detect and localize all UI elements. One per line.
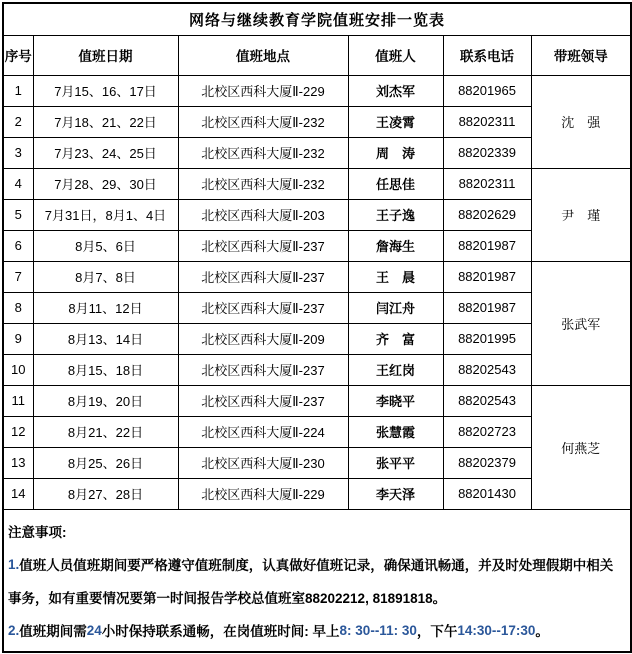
cell-location: 北校区西科大厦Ⅱ-229 (178, 478, 348, 509)
cell-phone: 88202379 (443, 447, 531, 478)
cell-no: 7 (3, 261, 33, 292)
cell-no: 10 (3, 354, 33, 385)
note-2-hours-highlight: 24 (86, 622, 102, 638)
cell-person: 李天泽 (348, 478, 443, 509)
cell-location: 北校区西科大厦Ⅱ-237 (178, 230, 348, 261)
cell-no: 9 (3, 323, 33, 354)
cell-date: 8月7、8日 (33, 261, 178, 292)
cell-date: 8月15、18日 (33, 354, 178, 385)
cell-person: 张慧霞 (348, 416, 443, 447)
cell-date: 8月19、20日 (33, 385, 178, 416)
cell-date: 8月5、6日 (33, 230, 178, 261)
column-header-person: 值班人 (348, 35, 443, 75)
cell-phone: 88202543 (443, 385, 531, 416)
cell-no: 2 (3, 106, 33, 137)
cell-person: 闫江舟 (348, 292, 443, 323)
cell-no: 6 (3, 230, 33, 261)
cell-location: 北校区西科大厦Ⅱ-237 (178, 354, 348, 385)
cell-location: 北校区西科大厦Ⅱ-232 (178, 106, 348, 137)
cell-leader: 尹 瑾 (531, 168, 631, 261)
cell-person: 王 晨 (348, 261, 443, 292)
cell-no: 14 (3, 478, 33, 509)
cell-person: 李晓平 (348, 385, 443, 416)
cell-no: 5 (3, 199, 33, 230)
duty-schedule-table (2, 2, 632, 653)
cell-phone: 88201430 (443, 478, 531, 509)
cell-date: 7月15、16、17日 (33, 75, 178, 106)
cell-phone: 88202629 (443, 199, 531, 230)
cell-date: 8月27、28日 (33, 478, 178, 509)
cell-phone: 88202543 (443, 354, 531, 385)
cell-date: 8月21、22日 (33, 416, 178, 447)
cell-date: 7月23、24、25日 (33, 137, 178, 168)
cell-phone: 88202311 (443, 106, 531, 137)
table-row (3, 168, 631, 199)
cell-location: 北校区西科大厦Ⅱ-209 (178, 323, 348, 354)
table-row (3, 385, 631, 416)
cell-location: 北校区西科大厦Ⅱ-237 (178, 261, 348, 292)
column-header-leader: 带班领导 (531, 35, 631, 75)
cell-no: 13 (3, 447, 33, 478)
cell-leader: 张武军 (531, 261, 631, 385)
column-header-location: 值班地点 (178, 35, 348, 75)
cell-location: 北校区西科大厦Ⅱ-229 (178, 75, 348, 106)
cell-person: 周 涛 (348, 137, 443, 168)
note-2-morning-time: 8: 30--11: 30 (339, 622, 417, 638)
cell-person: 齐 富 (348, 323, 443, 354)
note-1-line-1: 1. 值班人员值班期间要严格遵守值班制度，认真做好值班记录，确保通讯畅通，并及时处理假期中相关 (8, 556, 614, 573)
column-header-date: 值班日期 (33, 35, 178, 75)
note-1-number: 1. (8, 556, 20, 572)
column-header-no: 序号 (3, 35, 33, 75)
note-2-number: 2. (8, 622, 20, 638)
cell-location: 北校区西科大厦Ⅱ-237 (178, 292, 348, 323)
cell-person: 王凌霄 (348, 106, 443, 137)
cell-person: 任思佳 (348, 168, 443, 199)
note-2-line: 2. 值班期间需 24 小时保持联系通畅，在岗值班时间: 早上 8: 30--11: 30 ，下午 14:30--17:30 。 (8, 622, 549, 639)
cell-no: 12 (3, 416, 33, 447)
cell-no: 1 (3, 75, 33, 106)
cell-leader: 何燕芝 (531, 385, 631, 509)
cell-phone: 88201987 (443, 292, 531, 323)
note-2-afternoon-time: 14:30--17:30 (457, 622, 536, 638)
cell-location: 北校区西科大厦Ⅱ-237 (178, 385, 348, 416)
note-1-line-2: 事务，如有重要情况要第一时间报告学校总值班室88202212, 81891818。 (8, 591, 447, 606)
cell-date: 7月31日，8月1、4日 (33, 199, 178, 230)
header-row (3, 35, 631, 75)
cell-person: 刘杰军 (348, 75, 443, 106)
table-row (3, 75, 631, 106)
cell-location: 北校区西科大厦Ⅱ-230 (178, 447, 348, 478)
cell-person: 张平平 (348, 447, 443, 478)
cell-phone: 88202311 (443, 168, 531, 199)
page-title: 网络与继续教育学院值班安排一览表 (3, 3, 631, 35)
cell-location: 北校区西科大厦Ⅱ-232 (178, 168, 348, 199)
cell-phone: 88202723 (443, 416, 531, 447)
cell-phone: 88201987 (443, 230, 531, 261)
cell-no: 3 (3, 137, 33, 168)
cell-phone: 88201965 (443, 75, 531, 106)
cell-person: 王红岗 (348, 354, 443, 385)
cell-no: 4 (3, 168, 33, 199)
notes-section (3, 509, 631, 652)
cell-person: 詹海生 (348, 230, 443, 261)
notes-heading: 注意事项: (8, 525, 67, 540)
cell-date: 8月13、14日 (33, 323, 178, 354)
title-row (3, 3, 631, 35)
cell-person: 王子逸 (348, 199, 443, 230)
notes-row (3, 509, 631, 652)
cell-no: 8 (3, 292, 33, 323)
cell-location: 北校区西科大厦Ⅱ-224 (178, 416, 348, 447)
cell-date: 8月25、26日 (33, 447, 178, 478)
column-header-phone: 联系电话 (443, 35, 531, 75)
table-row (3, 261, 631, 292)
cell-leader: 沈 强 (531, 75, 631, 168)
cell-location: 北校区西科大厦Ⅱ-203 (178, 199, 348, 230)
cell-phone: 88201987 (443, 261, 531, 292)
cell-location: 北校区西科大厦Ⅱ-232 (178, 137, 348, 168)
cell-date: 7月18、21、22日 (33, 106, 178, 137)
cell-no: 11 (3, 385, 33, 416)
cell-date: 7月28、29、30日 (33, 168, 178, 199)
cell-date: 8月11、12日 (33, 292, 178, 323)
cell-phone: 88201995 (443, 323, 531, 354)
cell-phone: 88202339 (443, 137, 531, 168)
